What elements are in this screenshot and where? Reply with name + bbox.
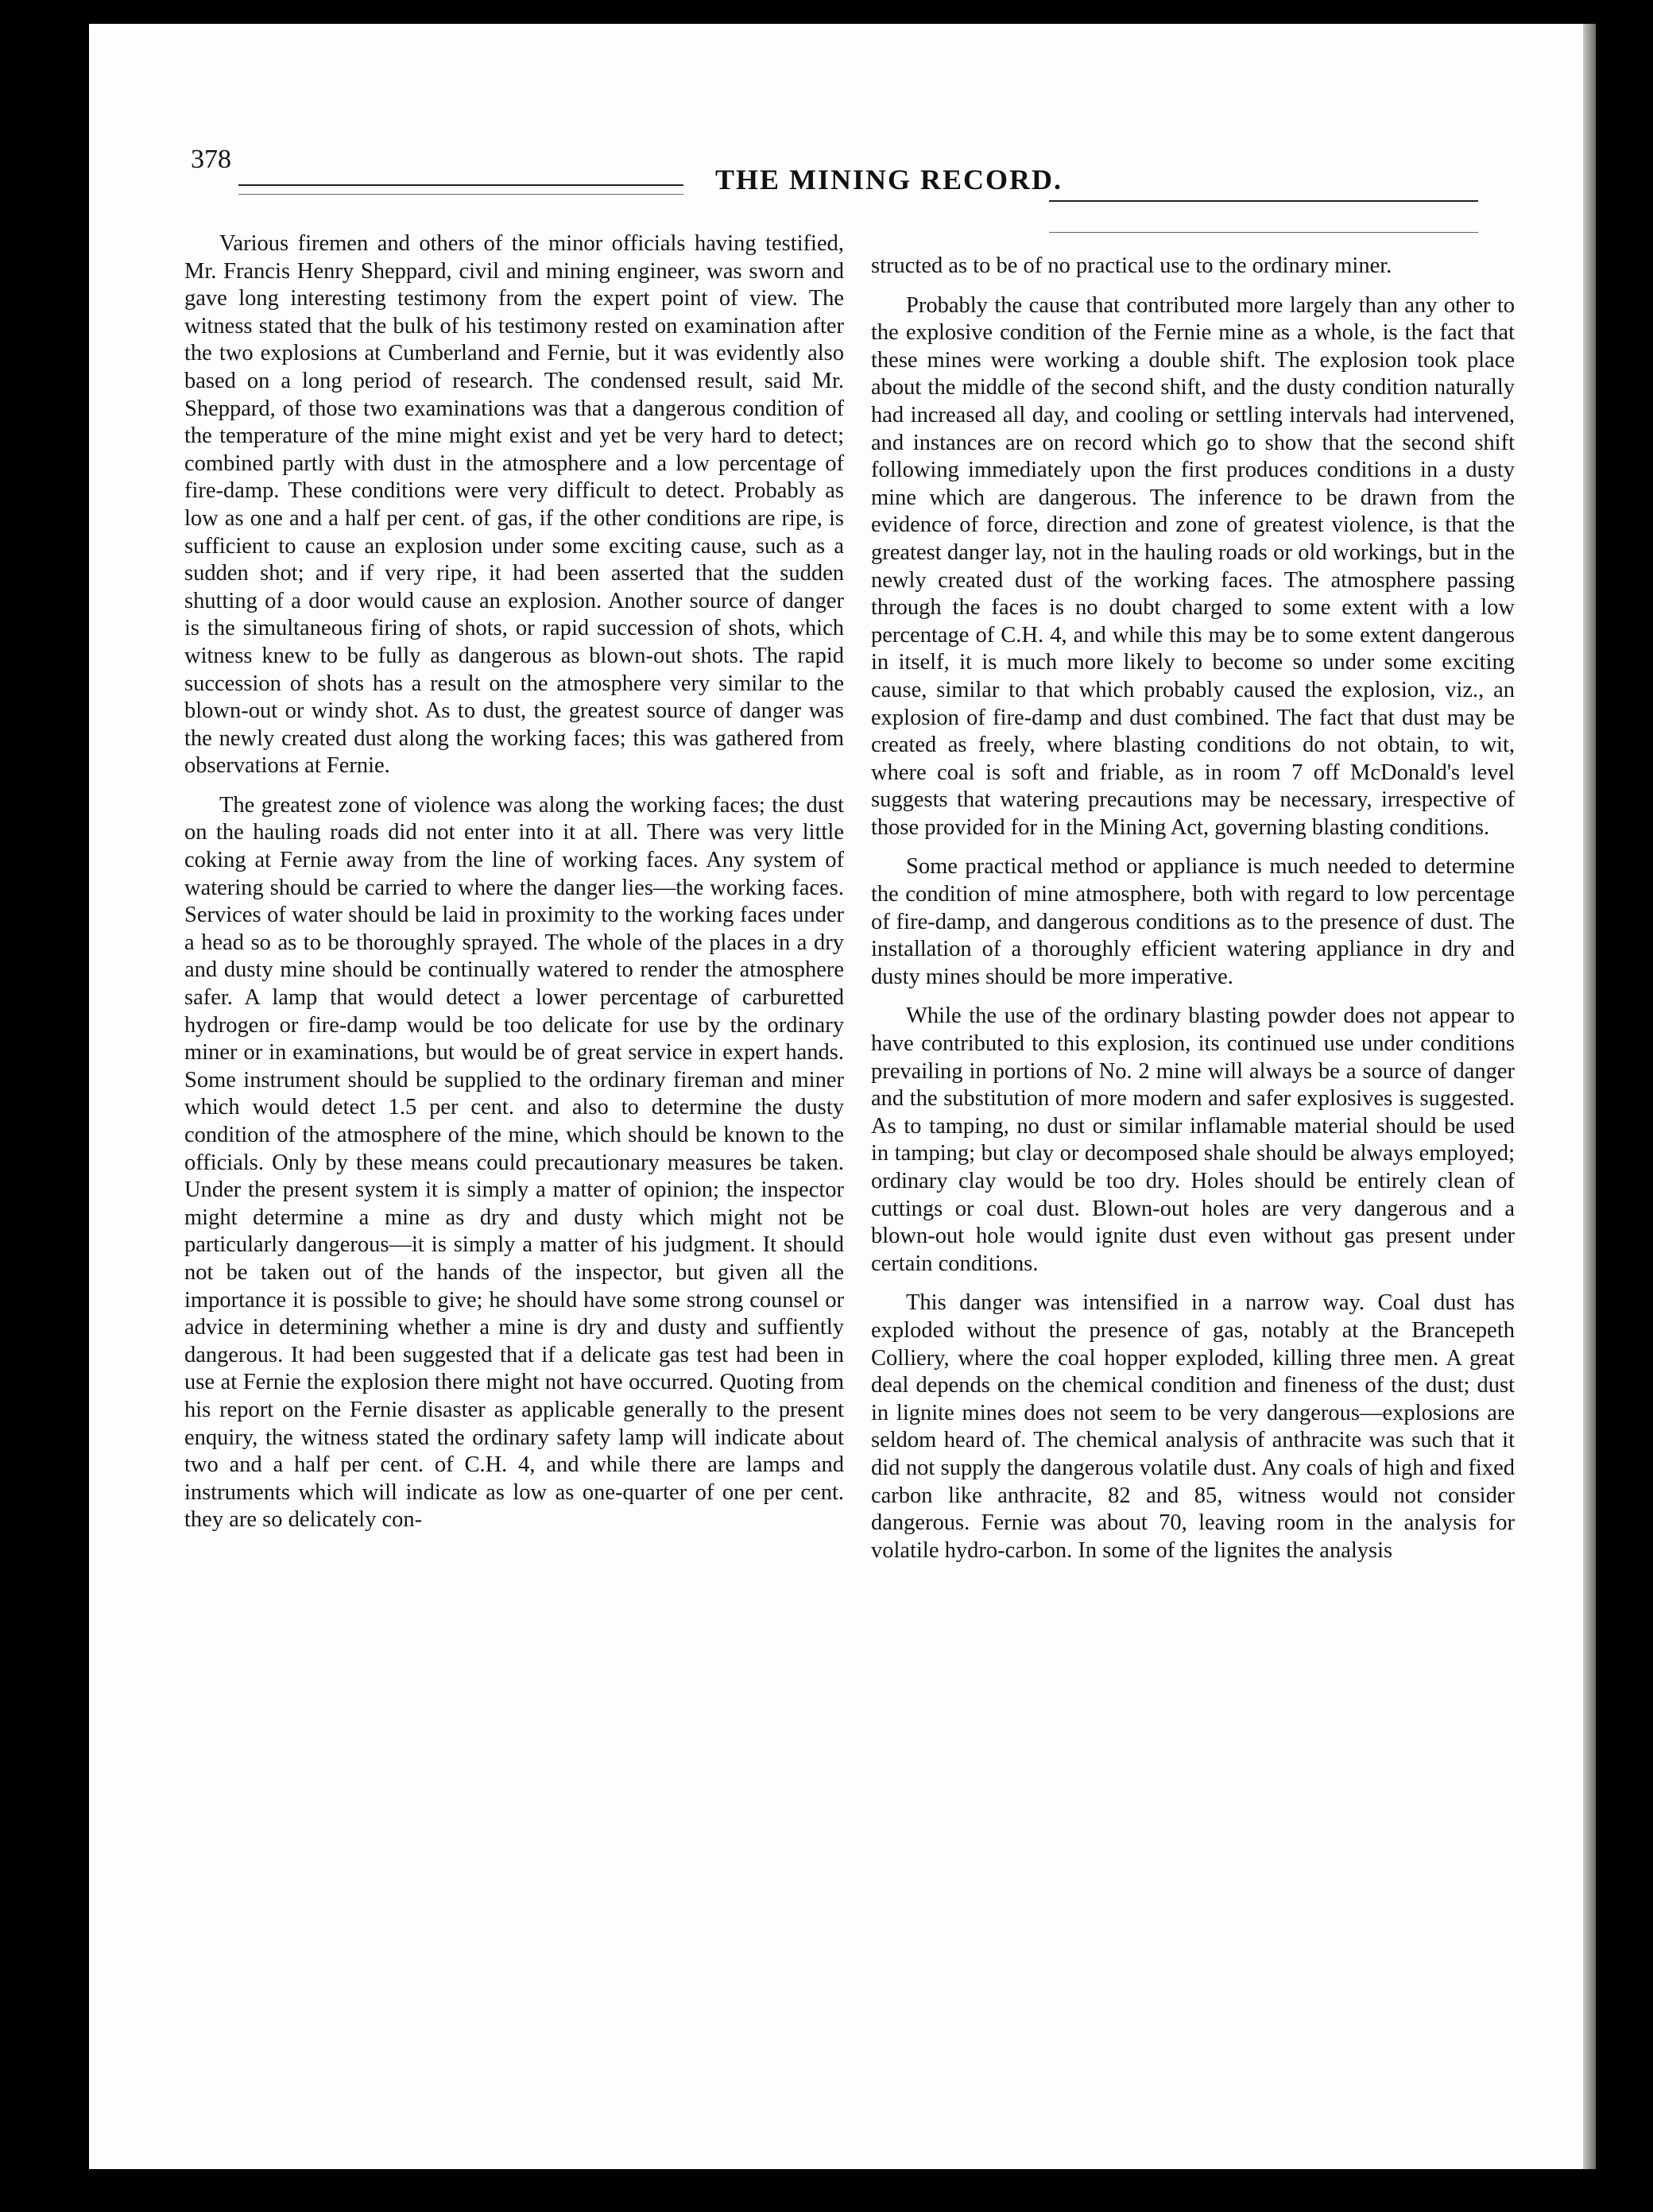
right-paragraph-4: This danger was intensified in a narrow way. Coal dust has exploded without the presence of gas, notably at the Brancepeth Colliery, where the coal hopper exploded, killing three men. A great deal depends on the chemical condition and fineness of the dust; dust in lignite mines does not seem to be very dangerous—explosions are seldom heard of. The chemical analysis of anthracite was such that it did not supply the dangerous volatile dust. Any coals of high and fixed carbon like anthracite, 82 and 85, witness would not consider dangerous. Fernie was about 70, leaving room in the analysis for volatile hydro-carbon. In some of the lignites the analysis bbox=[871, 1290, 1515, 1563]
header-rule-left bbox=[238, 184, 683, 186]
page-number: 378 bbox=[191, 145, 231, 174]
left-column bbox=[184, 230, 844, 1546]
header-rule-left-thin bbox=[238, 194, 683, 195]
page-edge-shadow bbox=[1583, 24, 1596, 2169]
right-paragraph-3: While the use of the ordinary blasting powder does not appear to have contributed to this explosion, its continued use under conditions prevailing in portions of No. 2 mine will always be a source of danger and the substitution of more modern and safer explosives is suggested. As to tamping, no dust or similar inflamable material should be used in tamping; but clay or decomposed shale should be always employed; ordinary clay would be too dry. Holes should be entirely clean of cuttings or coal dust. Blown-out holes are very dangerous and a blown-out hole would ignite dust even without gas present under certain conditions. bbox=[871, 1004, 1515, 1276]
column-top-rule bbox=[1049, 232, 1478, 233]
right-column bbox=[871, 253, 1515, 1576]
right-paragraph-2: Some practical method or appliance is much needed to determine the condition of mine atmosphere, both with regard to low percentage of fire-damp, and dangerous conditions as to the presence of dust. The installation of a thoroughly efficient watering appliance in dry and dusty mines should be more imperative. bbox=[871, 854, 1515, 989]
running-title: THE MINING RECORD. bbox=[715, 164, 1063, 195]
left-paragraph-2: The greatest zone of violence was along the working faces; the dust on the hauling roads did not enter into it at all. There was very little coking at Fernie away from the line of working faces. Any system of watering should be carried to where the danger lies—the working faces. Services of water should be laid in proximity to the working faces under a head so as to be thoroughly sprayed. The whole of the places in a dry and dusty mine should be continually watered to render the atmosphere safer. A lamp that would detect a lower percentage of carburetted hydrogen or fire-damp would be too delicate for use by the ordinary miner or in examinations, but would be of great service in expert hands. Some instrument should be supplied to the ordinary fireman and miner which would detect 1.5 per cent. and also to determine the dusty condition of the atmosphere of the mine, which should be known to the officials. Only by these means could precautionary measures be taken. Under the present system it is simply a matter of opinion; the inspector might determine a mine as dry and dusty which might not be particularly dangerous—it is simply a matter of his judgment. It should not be taken out of the hands of the inspector, but given all the importance it is possible to give; he should have some strong counsel or advice in determining whether a mine is dry and dusty and suffiently dangerous. It had been suggested that if a delicate gas test had been in use at Fernie the explosion there might not have occurred. Quoting from his report on the Fernie disaster as applicable generally to the present enquiry, the witness stated the ordinary safety lamp will indicate about two and a half per cent. of C.H. 4, and while there are lamps and instruments which will indicate as low as one-quarter of one per cent. they are so delicately con- bbox=[184, 792, 844, 1533]
left-paragraph-1: Various firemen and others of the minor officials having testified, Mr. Francis Henry Sheppard, civil and mining engineer, was sworn and gave long interesting testimony from the expert point of view. The witness stated that the bulk of his testimony rested on examination after the two explosions at Cumberland and Fernie, but it was evidently also based on a long period of research. The condensed result, said Mr. Sheppard, of those two examinations was that a dangerous condition of the temperature of the mine might exist and yet be very hard to detect; combined partly with dust in the atmosphere and a low percentage of fire-damp. These conditions were very difficult to detect. Probably as low as one and a half per cent. of gas, if the other conditions are ripe, is sufficient to cause an explosion under some exciting cause, such as a sudden shot; and if very ripe, it had been asserted that the sudden shutting of a door would cause an explosion. Another source of danger is the simultaneous firing of shots, or rapid succession of shots, which witness knew to be fully as dangerous as blown-out shots. The rapid succession of shots has a result on the atmosphere very similar to the blown-out or windy shot. As to dust, the greatest source of danger was the newly created dust along the working faces; this was gathered from observations at Fernie. bbox=[184, 231, 844, 779]
right-continuation: structed as to be of no practical use to the ordinary miner. bbox=[871, 253, 1392, 278]
right-paragraph-1: Probably the cause that contributed more largely than any other to the explosive condition of the Fernie mine as a whole, is the fact that these mines were working a double shift. The explosion took place about the middle of the second shift, and the dusty condition naturally had increased all day, and cooling or settling intervals had intervened, and instances are on record which go to show that the second shift following immediately upon the first produces conditions in a dusty mine which are dangerous. The inference to be drawn from the evidence of force, direction and zone of greatest violence, is that the greatest danger lay, not in the hauling roads or old workings, but in the newly created dust of the working faces. The atmosphere passing through the faces is no doubt charged to some extent with a low percentage of C.H. 4, and while this may be to some extent dangerous in itself, it is much more likely to become so under some exciting cause, similar to that which probably caused the explosion, viz., an explosion of fire-damp and dust combined. The fact that dust may be created as freely, where blasting conditions do not obtain, to wit, where coal is soft and friable, as in room 7 off McDonald's level suggests that watering precautions may be necessary, irrespective of those provided for in the Mining Act, governing blasting conditions. bbox=[871, 292, 1515, 840]
header-rule-right bbox=[1049, 200, 1478, 202]
